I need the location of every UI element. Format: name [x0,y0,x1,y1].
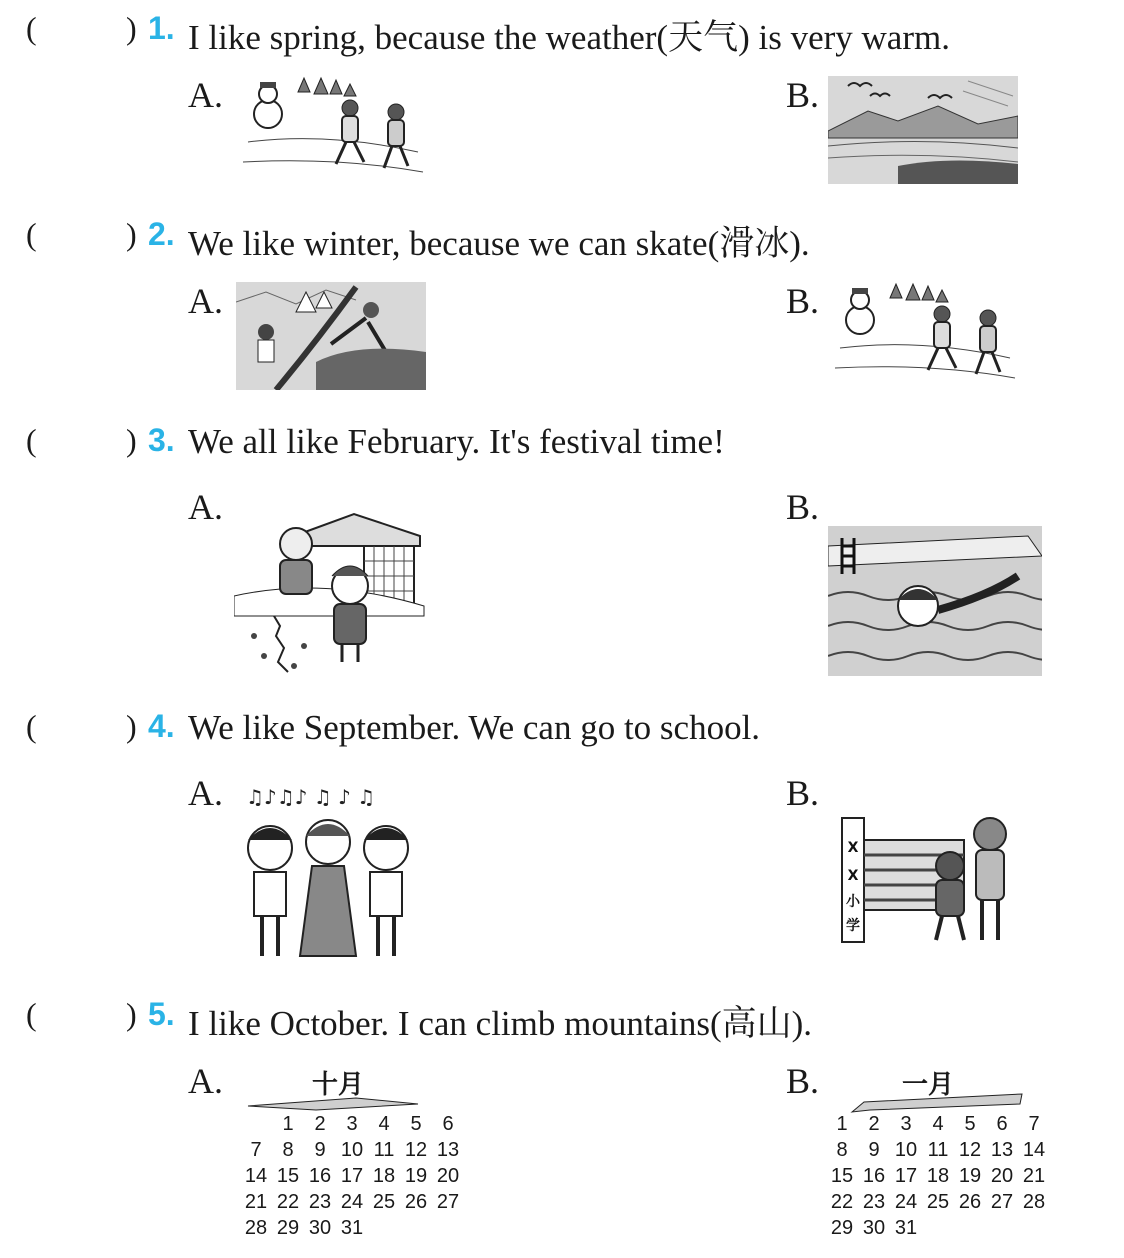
calendar-days [240,1112,464,1241]
svg-text:♫♪♫♪ ♫ ♪ ♫: ♫♪♫♪ ♫ ♪ ♫ [246,785,376,809]
calendar-day: 22 [276,1191,300,1213]
calendar-day: 3 [900,1113,912,1135]
calendar-day: 10 [894,1139,918,1161]
option-a-label: A. [188,773,223,813]
question-number: 3. [148,422,175,458]
calendar-day: 27 [436,1191,460,1213]
school-gate-picture[interactable] [830,810,1020,950]
calendar-day: 18 [926,1165,950,1187]
calendar-day: 25 [372,1191,396,1213]
calendar-day: 19 [404,1165,428,1187]
calendar-day: 9 [868,1139,880,1161]
calendar-title: 一月 [902,1069,955,1099]
calendar-day: 19 [958,1165,982,1187]
school-sign-char: 小 [846,894,860,910]
question-4 [0,704,1124,760]
answer-paren-close: ) [126,216,137,252]
answer-paren-open: ( [26,708,37,744]
calendar-day: 2 [868,1113,880,1135]
calendar-day: 6 [996,1113,1008,1135]
calendar-day: 7 [250,1139,262,1161]
calendar-day: 23 [308,1191,332,1213]
calendar-day: 29 [830,1217,854,1239]
question-3 [0,418,1124,474]
question-text: We all like February. It's festival time! [188,422,725,461]
calendar-day: 15 [276,1165,300,1187]
answer-paren-close: ) [126,708,137,744]
calendar-day [954,1216,986,1241]
calendar-day: 14 [244,1165,268,1187]
calendar-day [400,1216,432,1241]
calendar-day: 1 [836,1113,848,1135]
question-text: We like winter, because we can skate(滑冰). [188,224,810,263]
calendar-day: 10 [340,1139,364,1161]
calendar-day [922,1216,954,1241]
calendar-day: 30 [308,1217,332,1239]
calendar-day: 21 [244,1191,268,1213]
calendar-days [826,1112,1050,1241]
calendar-day: 12 [958,1139,982,1161]
option-b-label: B. [786,487,820,527]
option-b-label: B. [786,773,820,813]
option-a-label: A. [188,1061,223,1101]
calendar-day: 4 [378,1113,390,1135]
calendar-day: 22 [830,1191,854,1213]
calendar-day: 8 [836,1139,848,1161]
calendar-day: 20 [990,1165,1014,1187]
calendar-day [368,1216,400,1241]
calendar-day: 31 [340,1217,364,1239]
answer-paren-open: ( [26,996,37,1032]
calendar-day: 15 [830,1165,854,1187]
calendar-day: 16 [862,1165,886,1187]
calendar-day: 13 [990,1139,1014,1161]
spring-festival-firecrackers-picture[interactable] [234,506,426,678]
january-calendar[interactable] [826,1062,1066,1242]
option-b-label: B. [786,281,820,321]
calendar-day [240,1112,272,1137]
calendar-banner [850,1092,1026,1114]
calendar-day: 28 [244,1217,268,1239]
singing-trio-picture[interactable] [236,776,420,966]
calendar-day: 3 [346,1113,358,1135]
calendar-day: 24 [340,1191,364,1213]
calendar-day: 13 [436,1139,460,1161]
question-1 [0,6,1124,62]
calendar-day: 11 [373,1139,395,1161]
calendar-day: 9 [314,1139,326,1161]
calendar-day: 21 [1022,1165,1046,1187]
calendar-day [1018,1216,1050,1241]
calendar-day: 5 [410,1113,422,1135]
calendar-day: 27 [990,1191,1014,1213]
answer-paren-open: ( [26,216,37,252]
answer-paren-open: ( [26,422,37,458]
calendar-title: 十月 [312,1069,365,1099]
question-number: 5. [148,996,175,1032]
winter-skating-picture[interactable] [238,72,426,184]
calendar-day [986,1216,1018,1241]
calendar-day: 5 [964,1113,976,1135]
answer-paren-close: ) [126,996,137,1032]
calendar-day: 24 [894,1191,918,1213]
school-sign-char: 学 [846,918,860,934]
october-calendar[interactable] [240,1062,470,1242]
question-text: I like spring, because the weather(天气) is very warm. [188,18,950,57]
calendar-day: 6 [442,1113,454,1135]
school-sign-char: X [847,868,859,884]
school-sign-char: X [847,840,859,856]
calendar-day: 29 [276,1217,300,1239]
question-text: I like October. I can climb mountains(高山). [188,1004,813,1043]
answer-paren-close: ) [126,422,137,458]
answer-paren-close: ) [126,10,137,46]
calendar-day: 16 [308,1165,332,1187]
calendar-day: 4 [932,1113,944,1135]
calendar-day: 11 [927,1139,949,1161]
option-b-label: B. [786,1061,820,1101]
option-a-label: A. [188,75,223,115]
calendar-day [432,1216,464,1241]
question-5 [0,992,1124,1048]
swimming-pool-picture[interactable] [828,526,1042,676]
question-number: 2. [148,216,175,252]
calendar-day: 2 [314,1113,326,1135]
calendar-day: 23 [862,1191,886,1213]
calendar-day: 28 [1022,1191,1046,1213]
question-number: 4. [148,708,175,744]
calendar-day: 30 [862,1217,886,1239]
winter-skating-picture[interactable] [830,278,1018,390]
question-text: We like September. We can go to school. [188,708,761,747]
calendar-day: 26 [404,1191,428,1213]
calendar-day: 17 [894,1165,918,1187]
option-a-label: A. [188,487,223,527]
calendar-day: 1 [282,1113,294,1135]
calendar-day: 17 [340,1165,364,1187]
question-2 [0,212,1124,268]
calendar-day: 12 [404,1139,428,1161]
calendar-day: 20 [436,1165,460,1187]
question-number: 1. [148,10,175,46]
calendar-day: 31 [894,1217,918,1239]
option-a-label: A. [188,281,223,321]
calendar-day: 8 [282,1139,294,1161]
calendar-day: 26 [958,1191,982,1213]
calendar-day: 25 [926,1191,950,1213]
kites-playing-picture[interactable] [236,282,426,390]
answer-paren-open: ( [26,10,37,46]
calendar-day: 7 [1028,1113,1040,1135]
calendar-banner [246,1096,422,1112]
spring-birds-landscape-picture[interactable] [828,76,1018,184]
option-b-label: B. [786,75,820,115]
calendar-day: 18 [372,1165,396,1187]
calendar-day: 14 [1022,1139,1046,1161]
